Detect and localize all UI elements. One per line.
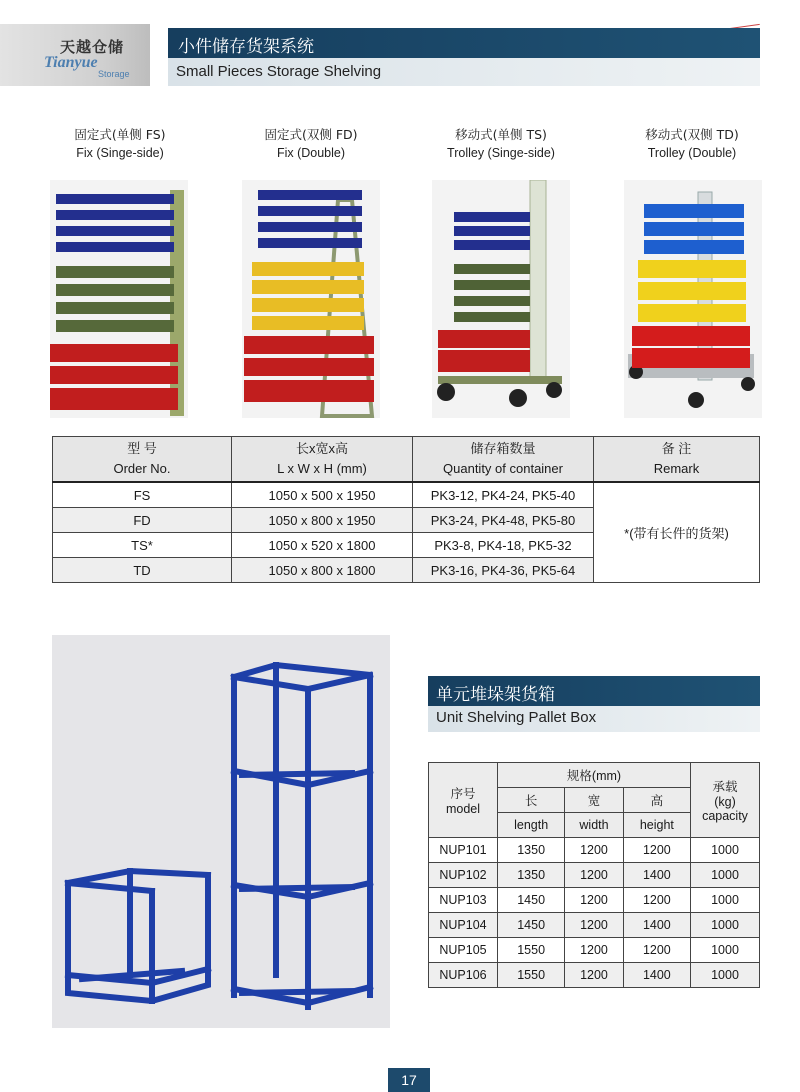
product-name-en: Fix (Double) — [276, 146, 346, 160]
table-row — [429, 963, 760, 988]
cell-height: 1400 — [623, 963, 690, 988]
cell-model: FD — [53, 508, 232, 533]
header-en: model — [445, 802, 481, 816]
cell-size: 1050 x 800 x 1800 — [232, 558, 413, 583]
cell-model: NUP105 — [429, 938, 498, 963]
cell-width: 1200 — [565, 888, 623, 913]
cell-remark: *(带有长件的货架) — [594, 482, 760, 583]
product-caption-fs — [30, 125, 210, 160]
table-row — [429, 913, 760, 938]
cell-model: NUP101 — [429, 838, 498, 863]
product-photo-ts — [432, 180, 570, 418]
product-name-cn: 固定式(双侧 FD) — [264, 127, 358, 142]
product-photo-fd — [242, 180, 380, 418]
cell-length: 1350 — [498, 863, 565, 888]
product-name-en: Fix (Singe-side) — [76, 146, 164, 160]
table-row — [429, 838, 760, 863]
pallet-box-subtitle-bar — [428, 706, 760, 732]
header-en: Order No. — [113, 461, 171, 476]
shelving-spec-table — [52, 436, 760, 583]
header-en: Quantity of container — [443, 461, 563, 476]
cell-length: 1350 — [498, 838, 565, 863]
header-quantity — [413, 437, 594, 483]
table-header-row — [53, 437, 760, 483]
header-height-en: height — [623, 813, 690, 838]
cell-qty: PK3-8, PK4-18, PK5-32 — [413, 533, 594, 558]
table-row — [429, 938, 760, 963]
header-model — [429, 763, 498, 838]
product-photo-fs — [50, 180, 188, 418]
cell-model: NUP103 — [429, 888, 498, 913]
table-header-row — [429, 763, 760, 788]
cell-model: NUP106 — [429, 963, 498, 988]
header-capacity — [691, 763, 760, 838]
cell-model: FS — [53, 482, 232, 508]
pallet-box-title-en: Unit Shelving Pallet Box — [436, 709, 597, 726]
header-spec: 规格(mm) — [498, 763, 691, 788]
cell-size: 1050 x 500 x 1950 — [232, 482, 413, 508]
cell-capacity: 1000 — [691, 888, 760, 913]
brand-logo — [0, 24, 150, 86]
header-cn: 备 注 — [661, 441, 692, 456]
pallet-box-spec-table — [428, 762, 760, 988]
header-cn: 序号 — [450, 787, 476, 801]
product-name-en: Trolley (Singe-side) — [447, 146, 555, 160]
cell-capacity: 1000 — [691, 963, 760, 988]
product-name-cn: 固定式(单侧 FS) — [74, 127, 166, 142]
cell-length: 1550 — [498, 963, 565, 988]
cell-height: 1200 — [623, 938, 690, 963]
cell-height: 1400 — [623, 913, 690, 938]
page-number: 17 — [388, 1068, 430, 1092]
cell-height: 1200 — [623, 888, 690, 913]
section-title-en: Small Pieces Storage Shelving — [176, 63, 382, 80]
section-title-bar — [168, 28, 760, 58]
cell-capacity: 1000 — [691, 838, 760, 863]
header-cn: 承载 — [712, 780, 738, 794]
cell-capacity: 1000 — [691, 913, 760, 938]
cell-width: 1200 — [565, 863, 623, 888]
cell-length: 1450 — [498, 888, 565, 913]
product-name-en: Trolley (Double) — [647, 146, 737, 160]
header-height-cn: 高 — [623, 788, 690, 813]
header-order-no — [53, 437, 232, 483]
section-title-cn: 小件储存货架系统 — [178, 37, 314, 57]
pallet-box-title-cn: 单元堆垛架货箱 — [436, 685, 555, 705]
cell-model: TS* — [53, 533, 232, 558]
product-caption-fd — [221, 125, 401, 160]
cell-width: 1200 — [565, 938, 623, 963]
cell-width: 1200 — [565, 838, 623, 863]
header-unit: (kg) — [714, 795, 736, 809]
product-name-cn: 移动式(单侧 TS) — [455, 127, 547, 142]
cell-length: 1550 — [498, 938, 565, 963]
cell-size: 1050 x 520 x 1800 — [232, 533, 413, 558]
cell-height: 1400 — [623, 863, 690, 888]
pallet-rack-photo — [52, 635, 390, 1028]
header-cn: 长x宽x高 — [295, 441, 348, 456]
product-caption-td — [602, 125, 782, 160]
cell-size: 1050 x 800 x 1950 — [232, 508, 413, 533]
cell-height: 1200 — [623, 838, 690, 863]
logo-text-en: Tianyue — [44, 54, 98, 71]
header-length-en: length — [498, 813, 565, 838]
cell-capacity: 1000 — [691, 863, 760, 888]
product-caption-ts — [411, 125, 591, 160]
table-row — [429, 888, 760, 913]
cell-length: 1450 — [498, 913, 565, 938]
cell-width: 1200 — [565, 963, 623, 988]
cell-model: NUP104 — [429, 913, 498, 938]
header-length-cn: 长 — [498, 788, 565, 813]
logo-subtext: Storage — [98, 69, 130, 79]
cell-qty: PK3-16, PK4-36, PK5-64 — [413, 558, 594, 583]
cell-model: NUP102 — [429, 863, 498, 888]
logo-text-cn: 天越仓储 — [60, 38, 125, 56]
header-dimensions — [232, 437, 413, 483]
header-en: L x W x H (mm) — [277, 461, 367, 476]
header-remark — [594, 437, 760, 483]
product-name-cn: 移动式(双侧 TD) — [645, 127, 739, 142]
product-photo-td — [624, 180, 762, 418]
header-cn: 型 号 — [127, 441, 157, 456]
cell-qty: PK3-12, PK4-24, PK5-40 — [413, 482, 594, 508]
header-width-cn: 宽 — [565, 788, 623, 813]
header-width-en: width — [565, 813, 623, 838]
cell-width: 1200 — [565, 913, 623, 938]
cell-model: TD — [53, 558, 232, 583]
table-row — [429, 863, 760, 888]
table-row — [53, 482, 760, 508]
section-subtitle-bar — [168, 58, 760, 86]
pallet-box-title-bar — [428, 676, 760, 706]
cell-qty: PK3-24, PK4-48, PK5-80 — [413, 508, 594, 533]
header-cn: 储存箱数量 — [470, 441, 536, 456]
cell-capacity: 1000 — [691, 938, 760, 963]
header-en: capacity — [702, 809, 748, 823]
header-en: Remark — [653, 461, 700, 476]
